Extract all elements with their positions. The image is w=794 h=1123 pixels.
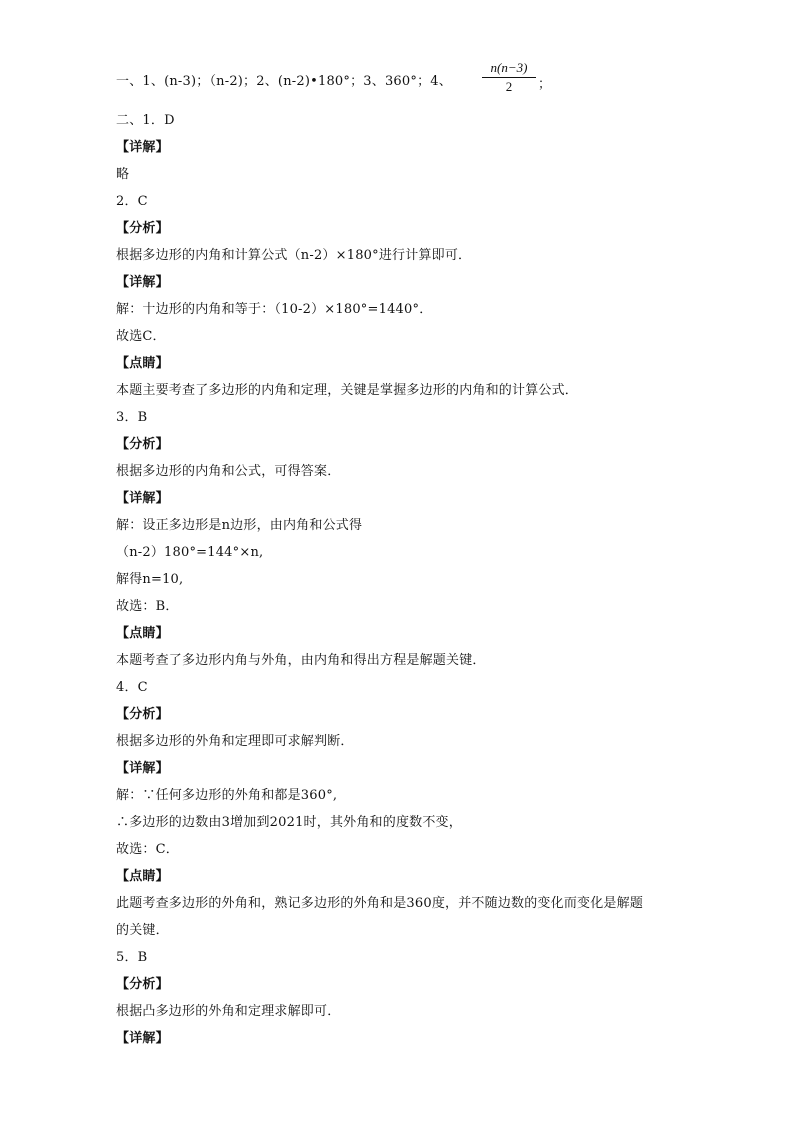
heading-comment: 【点睛】 [116,356,169,371]
heading-detail: 【详解】 [116,491,169,506]
heading-analysis: 【分析】 [116,977,169,992]
text-line: 故选C． [116,329,166,344]
text-line: 的关键． [116,923,169,938]
text-line: 此题考查多边形的外角和，熟记多边形的外角和是360度，并不随边数的变化而变化是解题 [116,896,644,911]
fraction-denominator: 2 [505,79,513,94]
text-line: 故选：C． [116,842,179,857]
section1-answers [116,73,452,91]
heading-comment: 【点睛】 [116,626,169,641]
heading-detail: 【详解】 [116,140,169,155]
fraction-bar [482,77,536,78]
section1-tail: ； [538,77,552,92]
text-line: 根据多边形的内角和计算公式（n-2）×180°进行计算即可． [116,248,472,263]
text-line: 根据多边形的外角和定理即可求解判断． [116,734,354,749]
text-line: 解：设正多边形是n边形，由内角和公式得 [116,518,363,533]
heading-analysis: 【分析】 [116,707,169,722]
text-line: 根据多边形的内角和公式，可得答案． [116,464,341,479]
text-line: 解：∵任何多边形的外角和都是360°, [116,788,338,803]
text-line: （n-2）180°=144°×n, [116,545,264,560]
heading-detail: 【详解】 [116,761,169,776]
text-line: 本题考查了多边形内角与外角，由内角和得出方程是解题关键． [116,653,486,668]
heading-analysis: 【分析】 [116,437,169,452]
text-line: 略 [116,167,130,182]
section1-text: 一、1、(n-3)；（n-2)；2、(n-2)•180°；3、360°；4、 [116,74,452,89]
text-line: 4．C [116,680,148,695]
text-line: 解：十边形的内角和等于：（10-2）×180°=1440°． [116,302,433,317]
text-line: 5．B [116,950,148,965]
text-line: 3．B [116,410,148,425]
heading-detail: 【详解】 [116,275,169,290]
text-line: 根据凸多边形的外角和定理求解即可． [116,1004,341,1019]
text-line: 故选：B． [116,599,179,614]
fraction [482,60,536,95]
text-line: 本题主要考查了多边形的内角和定理，关键是掌握多边形的内角和的计算公式． [116,383,579,398]
text-line: 二、1．D [116,113,175,128]
text-line: 解得n=10, [116,572,184,587]
heading-analysis: 【分析】 [116,221,169,236]
fraction-numerator: n(n−3) [490,60,528,75]
text-line: 2．C [116,194,148,209]
heading-detail: 【详解】 [116,1031,169,1046]
heading-comment: 【点睛】 [116,869,169,884]
text-line: ∴多边形的边数由3增加到2021时，其外角和的度数不变， [116,815,462,830]
